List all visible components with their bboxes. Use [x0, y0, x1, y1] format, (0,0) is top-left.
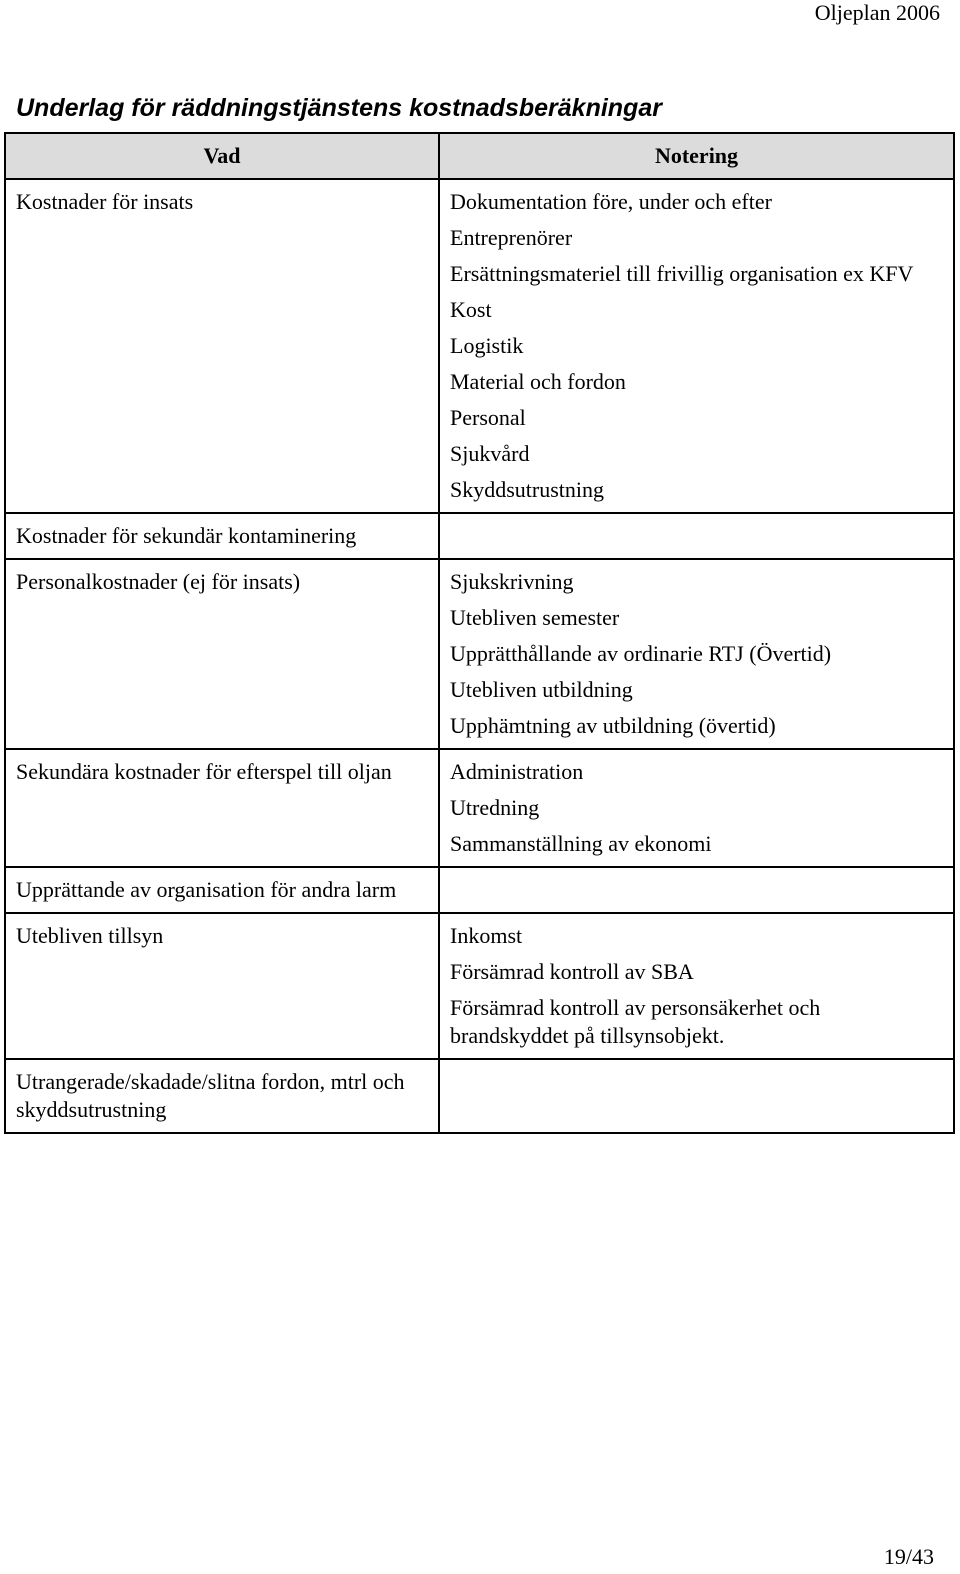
note-item: Sjukskrivning: [450, 569, 574, 594]
table-row: [5, 1059, 954, 1133]
note-item: Administration: [450, 759, 584, 784]
note-item: Entreprenörer: [450, 225, 573, 250]
page-number: 19/43: [883, 1544, 934, 1569]
note-item: Utredning: [450, 795, 540, 820]
column-header-notering: Notering: [439, 133, 954, 179]
vad-cell: Upprättande av organisation för andra larm: [5, 867, 439, 913]
section-title: Underlag för räddningstjänstens kostnadsberäkningar: [16, 94, 662, 122]
notering-cell: [439, 913, 954, 1059]
table-row: [5, 179, 954, 513]
note-item: Upprätthållande av ordinarie RTJ (Övertid): [450, 641, 832, 666]
notering-cell: [439, 867, 954, 913]
note-item: Logistik: [450, 333, 524, 358]
note-item: Sammanställning av ekonomi: [450, 831, 712, 856]
note-item: Upphämtning av utbildning (övertid): [450, 713, 776, 738]
table-row: [5, 913, 954, 1059]
running-header: Oljeplan 2006: [814, 0, 940, 25]
column-header-vad: Vad: [5, 133, 439, 179]
vad-cell: Sekundära kostnader för efterspel till oljan: [5, 749, 439, 867]
note-item: Utebliven semester: [450, 605, 620, 630]
cost-table: [4, 132, 955, 1134]
note-item: Utebliven utbildning: [450, 677, 633, 702]
note-item: Kost: [450, 297, 492, 322]
note-item: Försämrad kontroll av SBA: [450, 959, 694, 984]
note-item: Personal: [450, 405, 526, 430]
notering-cell: [439, 559, 954, 749]
note-item: Sjukvård: [450, 441, 530, 466]
table-row: [5, 559, 954, 749]
table-row: [5, 867, 954, 913]
vad-cell: Utebliven tillsyn: [5, 913, 439, 1059]
vad-cell: Kostnader för insats: [5, 179, 439, 513]
note-item: Skyddsutrustning: [450, 477, 605, 502]
notering-cell: [439, 1059, 954, 1133]
vad-cell: Personalkostnader (ej för insats): [5, 559, 439, 749]
note-item: Försämrad kontroll av personsäkerhet och brandskyddet på tillsynsobjekt.: [450, 995, 821, 1048]
note-item: Inkomst: [450, 923, 523, 948]
note-item: Dokumentation före, under och efter: [450, 189, 772, 214]
table-row: [5, 513, 954, 559]
vad-cell: Utrangerade/skadade/slitna fordon, mtrl och skyddsutrustning: [5, 1059, 439, 1133]
vad-cell: Kostnader för sekundär kontaminering: [5, 513, 439, 559]
table-row: [5, 749, 954, 867]
notering-cell: [439, 749, 954, 867]
table-header-row: [5, 133, 954, 179]
note-item: Ersättningsmateriel till frivillig organisation ex KFV: [450, 261, 914, 286]
notering-cell: [439, 513, 954, 559]
note-item: Material och fordon: [450, 369, 626, 394]
notering-cell: [439, 179, 954, 513]
